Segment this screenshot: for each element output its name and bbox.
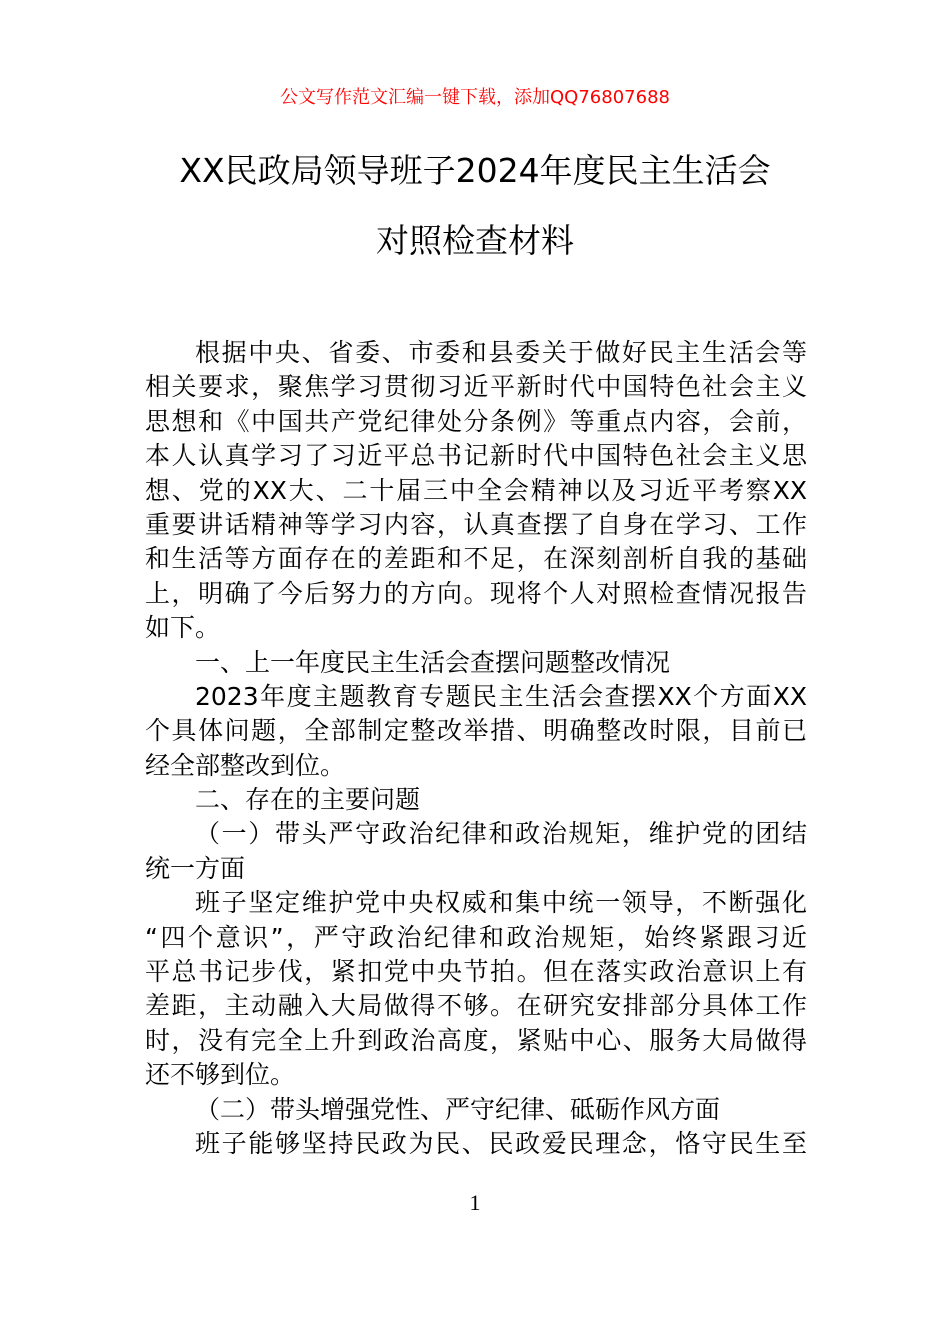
section-heading: 一、上一年度民主生活会查摆问题整改情况 <box>195 647 671 677</box>
body-line: 经全部整改到位。 <box>145 750 346 780</box>
body-line: 和生活等方面存在的差距和不足，在深刻剖析自我的基础 <box>145 544 807 574</box>
body-line: 相关要求，聚焦学习贯彻习近平新时代中国特色社会主义 <box>145 372 807 402</box>
body-line: 班子坚定维护党中央权威和集中统一领导，不断强化 <box>195 888 807 918</box>
subsection-heading: （二）带头增强党性、严守纪律、砥砺作风方面 <box>195 1094 721 1124</box>
body-line: 思想和《中国共产党纪律处分条例》等重点内容，会前， <box>145 406 807 436</box>
body-line: 班子能够坚持民政为民、民政爱民理念，恪守民生至 <box>195 1128 807 1158</box>
body-line: 重要讲话精神等学习内容，认真查摆了自身在学习、工作 <box>145 509 807 539</box>
body-line: 如下。 <box>145 613 221 643</box>
body-line: 上，明确了今后努力的方向。现将个人对照检查情况报告 <box>145 578 807 608</box>
document-title-line-2: 对照检查材料 <box>376 221 574 260</box>
body-line: 还不够到位。 <box>145 1060 296 1090</box>
body-line: 差距，主动融入大局做得不够。在研究安排部分具体工作 <box>145 991 807 1021</box>
body-line: “四个意识”，严守政治纪律和政治规矩，始终紧跟习近 <box>145 922 807 952</box>
body-line: 时，没有完全上升到政治高度，紧贴中心、服务大局做得 <box>145 1025 807 1055</box>
body-line: 根据中央、省委、市委和县委关于做好民主生活会等 <box>195 338 807 367</box>
subsection-heading: （一）带头严守政治纪律和政治规矩，维护党的团结 <box>195 819 807 849</box>
body-line: 2023年度主题教育专题民主生活会查摆XX个方面XX <box>195 681 807 711</box>
body-line: 本人认真学习了习近平总书记新时代中国特色社会主义思 <box>145 441 807 471</box>
page-number: 1 <box>469 1190 481 1215</box>
body-line: 个具体问题，全部制定整改举措、明确整改时限，目前已 <box>145 716 807 746</box>
section-heading: 二、存在的主要问题 <box>195 785 421 815</box>
download-banner: 公文写作范文汇编一键下载，添加QQ76807688 <box>280 87 670 108</box>
document-body <box>145 336 807 1161</box>
body-line: 想、党的XX大、二十届三中全会精神以及习近平考察XX <box>145 475 807 505</box>
body-line: 平总书记步伐，紧扣党中央节拍。但在落实政治意识上有 <box>145 957 807 987</box>
subsection-heading: 统一方面 <box>145 853 246 883</box>
document-title-line-1: XX民政局领导班子2024年度民主生活会 <box>179 151 771 190</box>
